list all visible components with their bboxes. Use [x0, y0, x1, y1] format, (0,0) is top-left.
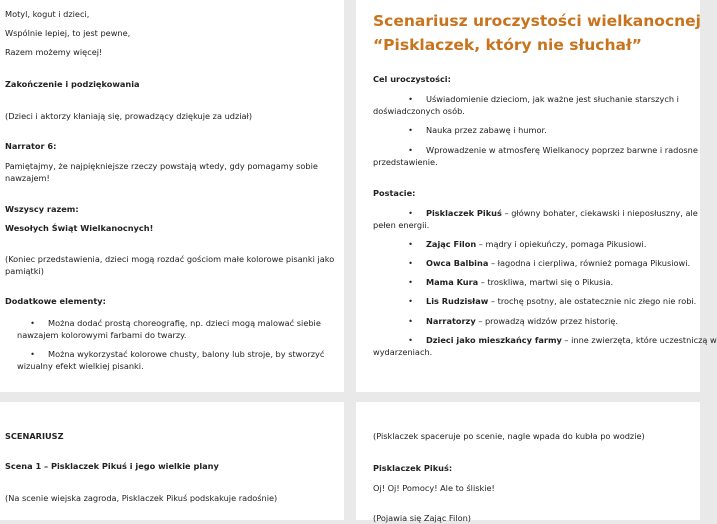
scene-heading: Scena 1 – Pisklaczek Pikuś i jego wielkie plany [5, 461, 219, 471]
bullet: • [408, 296, 413, 306]
bullet: • [408, 316, 413, 326]
document-page-2 [356, 0, 717, 392]
bullet: • [408, 208, 413, 218]
all-together-label: Wszyscy razem: [5, 204, 79, 214]
poem-line: Motyl, kogut i dzieci, [5, 9, 90, 19]
character-name: Zając Filon [426, 239, 477, 249]
character-desc: – troskliwa, martwi się o Pikusia. [478, 277, 614, 287]
document-page-4 [356, 402, 700, 523]
character-desc: – inne zwierzęta, które uczestniczą w [561, 335, 717, 345]
character-name: Owca Balbina [426, 258, 489, 268]
list-item-text: wizualny efekt wielkiej pisanki. [17, 361, 144, 371]
character-desc: pełen energii. [373, 220, 430, 230]
bullet: • [408, 258, 413, 268]
list-item-text: Wprowadzenie w atmosferę Wielkanocy poprzez barwne i radosne [426, 145, 698, 155]
speaker-label: Pisklaczek Pikuś: [373, 463, 453, 473]
end-stage-direction: pamiątki) [5, 266, 44, 276]
narrator-text: Pamiętajmy, że najpiękniejsze rzeczy powstają wtedy, gdy pomagamy sobie [5, 161, 318, 171]
list-item-text: doświadczonych osób. [373, 106, 465, 116]
all-together-text: Wesołych Świąt Wielkanocnych! [5, 223, 154, 233]
list-item [373, 93, 679, 105]
character-item [373, 315, 618, 327]
end-stage-direction: (Koniec przedstawienia, dzieci mogą rozdać gościom małe kolorowe pisanki jako [5, 254, 335, 264]
stage-direction: (Pojawia się Zając Filon) [373, 513, 471, 523]
list-item-text: nawzajem kolorowymi farbami do twarzy. [17, 330, 187, 340]
dialogue-line: Oj! Oj! Pomocy! Ale to śliskie! [373, 483, 495, 493]
character-item [373, 257, 690, 269]
bullet: • [30, 318, 35, 328]
document-page-1 [0, 0, 344, 392]
list-item-text: Uświadomienie dzieciom, jak ważne jest słuchanie starszych i [426, 94, 679, 104]
character-item [373, 207, 698, 219]
character-desc: wydarzeniach. [373, 347, 433, 357]
extra-elements-heading: Dodatkowe elementy: [5, 296, 106, 306]
document-page-3 [0, 402, 344, 520]
character-item [373, 295, 696, 307]
stage-direction: (Na scenie wiejska zagroda, Pisklaczek Pikuś podskakuje radośnie) [5, 493, 278, 503]
list-item [5, 317, 321, 329]
character-desc: – mądry i opiekuńczy, pomaga Pikusiowi. [476, 239, 647, 249]
poem-line: Wspólnie lepiej, to jest pewne, [5, 28, 131, 38]
character-item [373, 238, 646, 250]
goal-heading: Cel uroczystości: [373, 74, 451, 84]
bullet: • [408, 94, 413, 104]
bullet: • [408, 277, 413, 287]
character-name: Pisklaczek Pikuś [426, 208, 502, 218]
list-item [373, 144, 698, 156]
character-desc: – główny bohater, ciekawski i nieposłuszny, ale [501, 208, 698, 218]
ending-stage-direction: (Dzieci i aktorzy kłaniają się, prowadzący dziękuje za udział) [5, 111, 253, 121]
document-subtitle: “Pisklaczek, który nie słuchał” [373, 36, 642, 54]
narrator-label: Narrator 6: [5, 141, 57, 151]
bullet: • [408, 335, 413, 345]
character-desc: – łagodna i cierpliwa, również pomaga Pikusiowi. [488, 258, 691, 268]
narrator-text: nawzajem! [5, 173, 50, 183]
bullet: • [30, 349, 35, 359]
characters-heading: Postacie: [373, 188, 416, 198]
character-name: Narratorzy [426, 316, 476, 326]
character-desc: – trochę psotny, ale ostatecznie nic złego nie robi. [488, 296, 697, 306]
document-title: Scenariusz uroczystości wielkanocnej [373, 12, 701, 30]
character-desc: – prowadzą widzów przez historię. [475, 316, 618, 326]
bullet: • [408, 125, 413, 135]
bullet: • [408, 145, 413, 155]
list-item [373, 124, 547, 136]
character-item [373, 276, 613, 288]
stage-direction: (Pisklaczek spaceruje po scenie, nagle wpada do kubła po wodzie) [373, 431, 645, 441]
list-item-text: Nauka przez zabawę i humor. [426, 125, 547, 135]
list-item-text: przedstawienie. [373, 157, 438, 167]
bullet: • [408, 239, 413, 249]
character-name: Dzieci jako mieszkańcy farmy [426, 335, 562, 345]
ending-heading: Zakończenie i podziękowania [5, 79, 140, 89]
character-name: Lis Rudzisław [426, 296, 489, 306]
character-item [373, 334, 717, 346]
list-item [5, 348, 324, 360]
script-heading: SCENARIUSZ [5, 431, 64, 441]
list-item-text: Można dodać prostą choreografię, np. dzieci mogą malować siebie [48, 318, 321, 328]
character-name: Mama Kura [426, 277, 479, 287]
poem-line: Razem możemy więcej! [5, 47, 103, 57]
list-item-text: Można wykorzystać kolorowe chusty, balony lub stroje, by stworzyć [48, 349, 325, 359]
